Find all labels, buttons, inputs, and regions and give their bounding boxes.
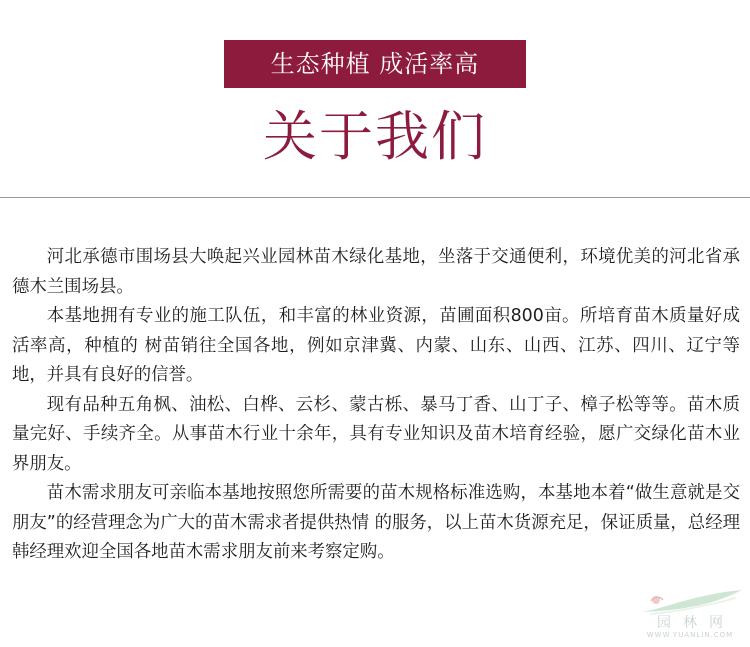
slogan-banner: 生态种植 成活率高 bbox=[224, 40, 526, 88]
about-text bbox=[12, 243, 740, 568]
paragraph-purchase: 苗木需求朋友可亲临本基地按照您所需要的苗木规格标准选购，本基地本着“做生意就是交朋友”的经营理念为广大的苗木需求者提供热情 的服务，以上苗木货源充足，保证质量，总经理韩经理欢迎全国各地苗木需求朋友前来考察定购。 bbox=[12, 483, 740, 562]
site-watermark bbox=[636, 588, 744, 640]
leaf-logo-icon bbox=[636, 588, 744, 616]
paragraph-team: 本基地拥有专业的施工队伍，和丰富的林业资源，苗圃面积800亩。所培育苗木质量好成活率高，种植的 树苗销往全国各地，例如京津冀、内蒙、山东、山西、江苏、四川、辽宁等地，并具有良好的信誉。 bbox=[12, 306, 740, 385]
watermark-url-text: WWW.YUANLIN.COM bbox=[646, 631, 734, 639]
paragraph-varieties: 现有品种五角枫、油松、白桦、云杉、蒙古栎、暴马丁香、山丁子、樟子松等等。苗木质量完好、手续齐全。从事苗木行业十余年，具有专业知识及苗木培育经验，愿广交绿化苗木业界朋友。 bbox=[12, 394, 740, 474]
paragraph-intro: 河北承德市围场县大唤起兴业园林苗木绿化基地，坐落于交通便利，环境优美的河北省承德木兰围场县。 bbox=[12, 247, 740, 297]
page-title: 关于我们 bbox=[263, 105, 487, 168]
section-divider bbox=[0, 197, 750, 198]
watermark-cn-text: 园林网 bbox=[657, 615, 735, 631]
